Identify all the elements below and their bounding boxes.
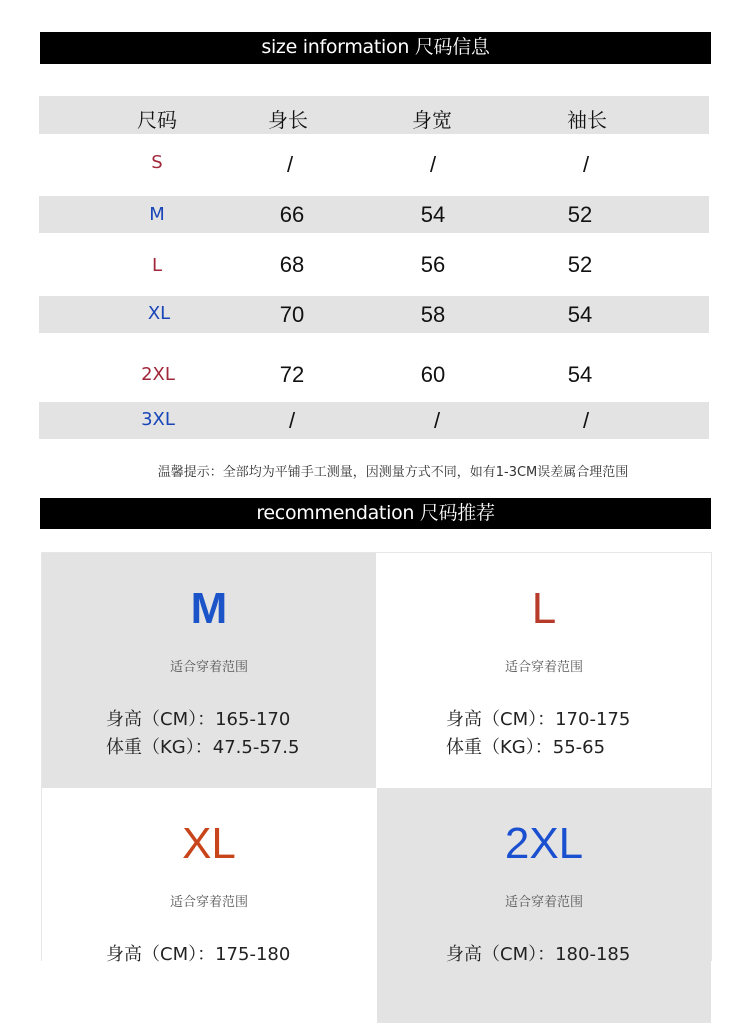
card-subtitle: 适合穿着范围 <box>504 660 583 675</box>
width-value: 60 <box>420 362 446 387</box>
length-value: 68 <box>279 252 305 277</box>
card-size: L <box>531 584 557 633</box>
size-information-banner: size information 尺码信息 <box>40 32 711 64</box>
card-weight-range: 体重（KG）：55-65 <box>446 737 606 758</box>
table-row <box>39 246 709 286</box>
recommendation-card-xl <box>42 788 376 1023</box>
table-row <box>39 196 709 233</box>
recommendation-card-2xl <box>377 788 711 1023</box>
length-value: 72 <box>279 362 305 387</box>
card-height-range: 身高（CM）：165-170 <box>106 709 291 730</box>
card-height-range: 身高（CM）：180-185 <box>446 944 631 965</box>
table-row <box>39 296 709 333</box>
table-row <box>39 348 709 398</box>
width-value: / <box>433 408 441 433</box>
recommendation-card-l <box>377 553 711 788</box>
card-size: 2XL <box>504 819 584 868</box>
size-label: S <box>151 152 163 173</box>
sleeve-value: 54 <box>567 362 593 387</box>
card-height-range: 身高（CM）：175-180 <box>106 944 291 965</box>
recommendation-card-m <box>42 553 376 788</box>
size-label: M <box>149 204 165 225</box>
card-size: XL <box>182 819 236 868</box>
card-subtitle: 适合穿着范围 <box>169 660 248 675</box>
recommendation-grid <box>41 552 712 965</box>
header-size: 尺码 <box>137 108 177 132</box>
width-value: 54 <box>420 202 446 227</box>
table-header-row <box>39 96 709 134</box>
length-value: / <box>286 152 294 177</box>
sleeve-value: 52 <box>567 252 593 277</box>
width-value: 56 <box>420 252 446 277</box>
size-label: 3XL <box>141 409 175 430</box>
size-label: L <box>151 255 163 276</box>
card-subtitle: 适合穿着范围 <box>504 895 583 910</box>
card-height-range: 身高（CM）：170-175 <box>446 709 631 730</box>
card-subtitle: 适合穿着范围 <box>169 895 248 910</box>
table-row <box>39 402 709 439</box>
measurement-note: 温馨提示：全部均为平铺手工测量，因测量方式不同，如有1-3CM误差属合理范围 <box>157 465 629 480</box>
header-sleeve: 袖长 <box>567 108 607 132</box>
length-value: 70 <box>279 302 305 327</box>
header-width: 身宽 <box>412 108 452 132</box>
recommendation-banner: recommendation 尺码推荐 <box>40 498 711 529</box>
sleeve-value: 52 <box>567 202 593 227</box>
sleeve-value: / <box>582 152 590 177</box>
width-value: / <box>429 152 437 177</box>
card-weight-range: 体重（KG）：47.5-57.5 <box>106 737 300 758</box>
table-row <box>39 146 709 186</box>
sleeve-value: 54 <box>567 302 593 327</box>
header-length: 身长 <box>268 108 308 132</box>
sleeve-value: / <box>582 408 590 433</box>
width-value: 58 <box>420 302 446 327</box>
card-size: M <box>190 584 228 633</box>
size-label: 2XL <box>141 364 175 385</box>
length-value: 66 <box>279 202 305 227</box>
size-label: XL <box>147 303 171 324</box>
length-value: / <box>288 408 296 433</box>
